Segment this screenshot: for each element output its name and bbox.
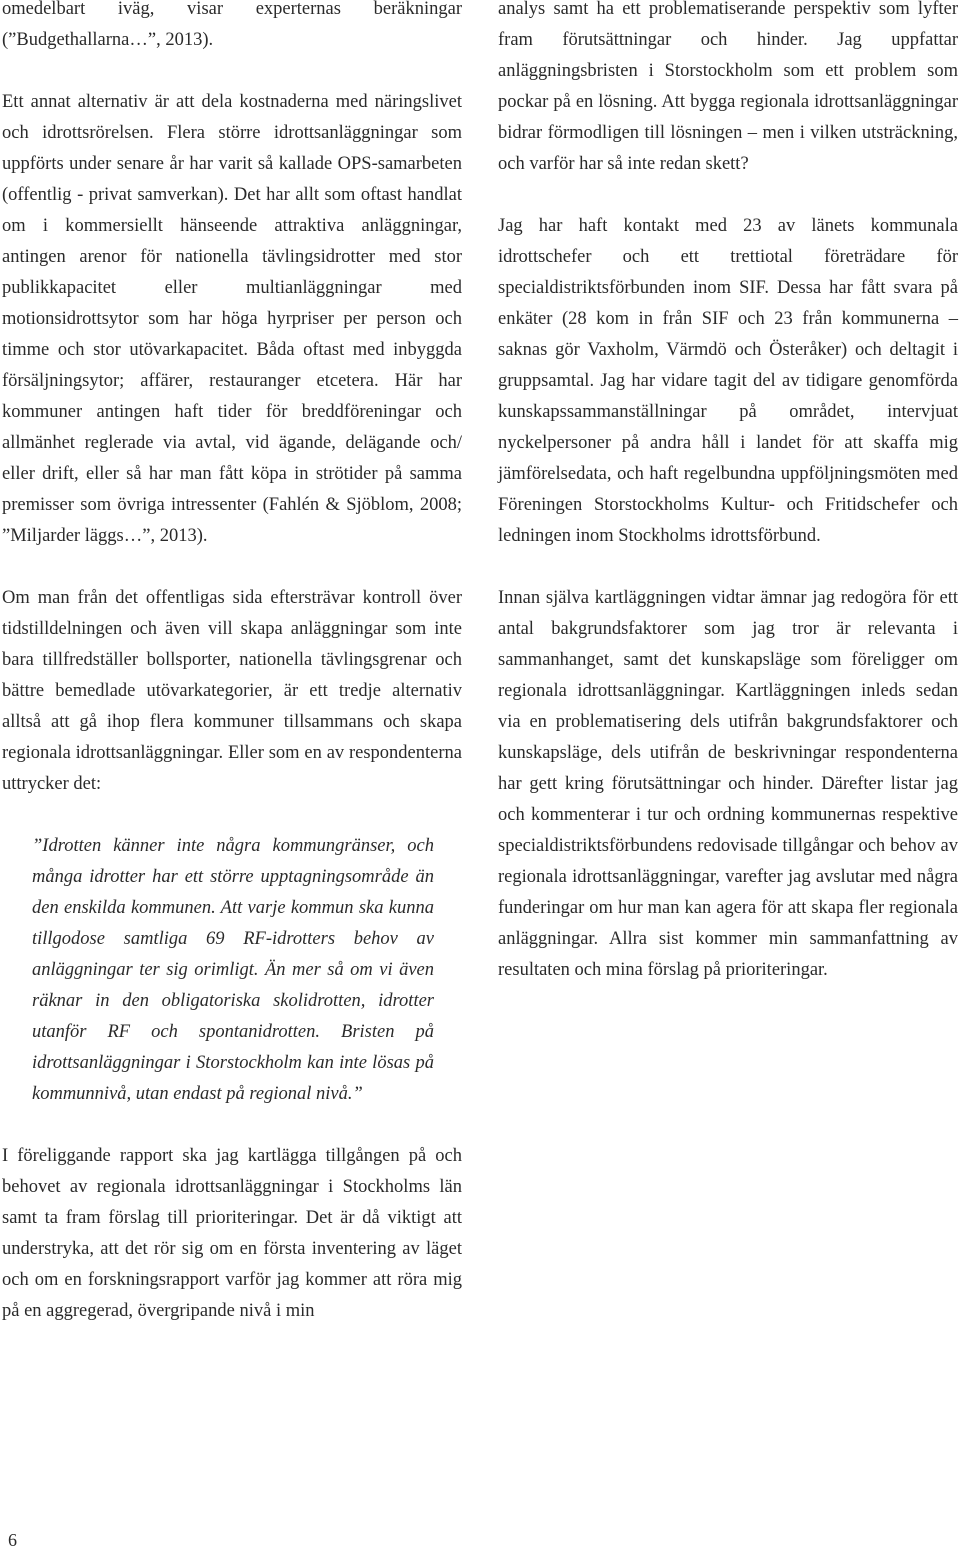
left-column	[2, 0, 462, 1327]
paragraph: Jag har haft kontakt med 23 av länets kommunala idrottschefer och ett trettiotal företrädare för specialdistriktsförbunden inom SIF. Dessa har fått svara på enkäter (28 kom in från SIF och 23 från kommunerna – saknas gör Vaxholm, Värmdö och Österåker) och deltagit i gruppsamtal. Jag har vidare tagit del av tidigare genomförda kunskapssammanställningar på området, intervjuat nyckelpersoner på andra håll i landet för att skaffa mig jämförelsedata, och haft regelbundna uppföljningsmöten med Föreningen Storstockholms Kultur- och Fritidschefer och ledningen inom Stockholms idrottsförbund.	[498, 216, 958, 546]
right-column	[498, 0, 958, 986]
page-number: 6	[8, 1530, 17, 1550]
paragraph: omedelbart iväg, visar experternas beräkningar (”Budgethallarna…”, 2013).	[2, 0, 462, 50]
paragraph: Om man från det offentligas sida eftersträvar kontroll över tidstilldelningen och även vill skapa anläggningar som inte bara tillfredställer bollsporter, nationella tävlingsgrenar och bättre bemedlade utövarkategorier, är ett tredje alternativ alltså att gå ihop flera kommuner tillsammans och skapa regionala idrottsanläggningar. Eller som en av respondenterna uttrycker det:	[2, 588, 462, 794]
paragraph: Innan själva kartläggningen vidtar ämnar jag redogöra för ett antal bakgrundsfaktorer som jag tror är relevanta i sammanhanget, samt det kunskapsläge som föreligger om regionala idrottsanläggningar. Kartläggningen inleds sedan via en problematisering dels utifrån bakgrundsfaktorer och kunskapsläge, dels utifrån de beskrivningar respondenterna har gett kring förutsättningar och hinder. Därefter listar jag och kommenterar i tur och ordning kommunernas respektive specialdistriktsförbundens redovisade tillgångar och behov av regionala idrottsanläggningar, varefter jag avslutar med några funderingar om hur man kan agera för att skapa fler regionala anläggningar. Allra sist kommer min sammanfattning av resultaten och mina förslag på prioriteringar.	[498, 588, 958, 980]
block-quote: ”Idrotten känner inte några kommungränser, och många idrotter har ett större upptagningsområde än den enskilda kommunen. Att varje kommun ska kunna tillgodose samtliga 69 RF-idrotters behov av anläggningar ter sig orimligt. Än mer så om vi även räknar in den obligatoriska skolidrotten, idrotter utanför RF och spontanidrotten. Bristen på idrottsanläggningar i Storstockholm kan inte lösas på kommunnivå, utan endast på regional nivå.”	[32, 836, 434, 1104]
paragraph: Ett annat alternativ är att dela kostnaderna med näringslivet och idrottsrörelsen. Flera större idrottsanläggningar som uppförts under senare år har varit så kallade OPS-samarbeten (offentlig - privat samverkan). Det har allt som oftast handlat om i kommersiellt hänseende attraktiva anläggningar, antingen arenor för nationella tävlingsidrotter med stor publikkapacitet eller multianläggningar med motionsidrottsytor som har höga hyrpriser per person och timme och stor utövarkapacitet. Båda oftast med inbyggda försäljningsytor; affärer, restauranger etcetera. Här har kommuner antingen haft tider för breddföreningar och allmänhet reglerade via avtal, vid ägande, delägande och/ eller drift, eller så har man fått köpa in strötider på samma premisser som övriga intressenter (Fahlén & Sjöblom, 2008; ”Miljarder läggs…”, 2013).	[2, 92, 462, 546]
paragraph: analys samt ha ett problematiserande perspektiv som lyfter fram förutsättningar och hinder. Jag uppfattar anläggningsbristen i Storstockholm som ett problem som pockar på en lösning. Att bygga regionala idrottsanläggningar bidrar förmodligen till lösningen – men i vilken utsträckning, och varför har så inte redan skett?	[498, 0, 958, 174]
paragraph: I föreliggande rapport ska jag kartlägga tillgången på och behovet av regionala idrottsanläggningar i Stockholms län samt ta fram förslag till prioriteringar. Det är då viktigt att understryka, att det rör sig om en första inventering av läget och om en forskningsrapport varför jag kommer att röra mig på en aggregerad, övergripande nivå i min	[2, 1146, 462, 1321]
